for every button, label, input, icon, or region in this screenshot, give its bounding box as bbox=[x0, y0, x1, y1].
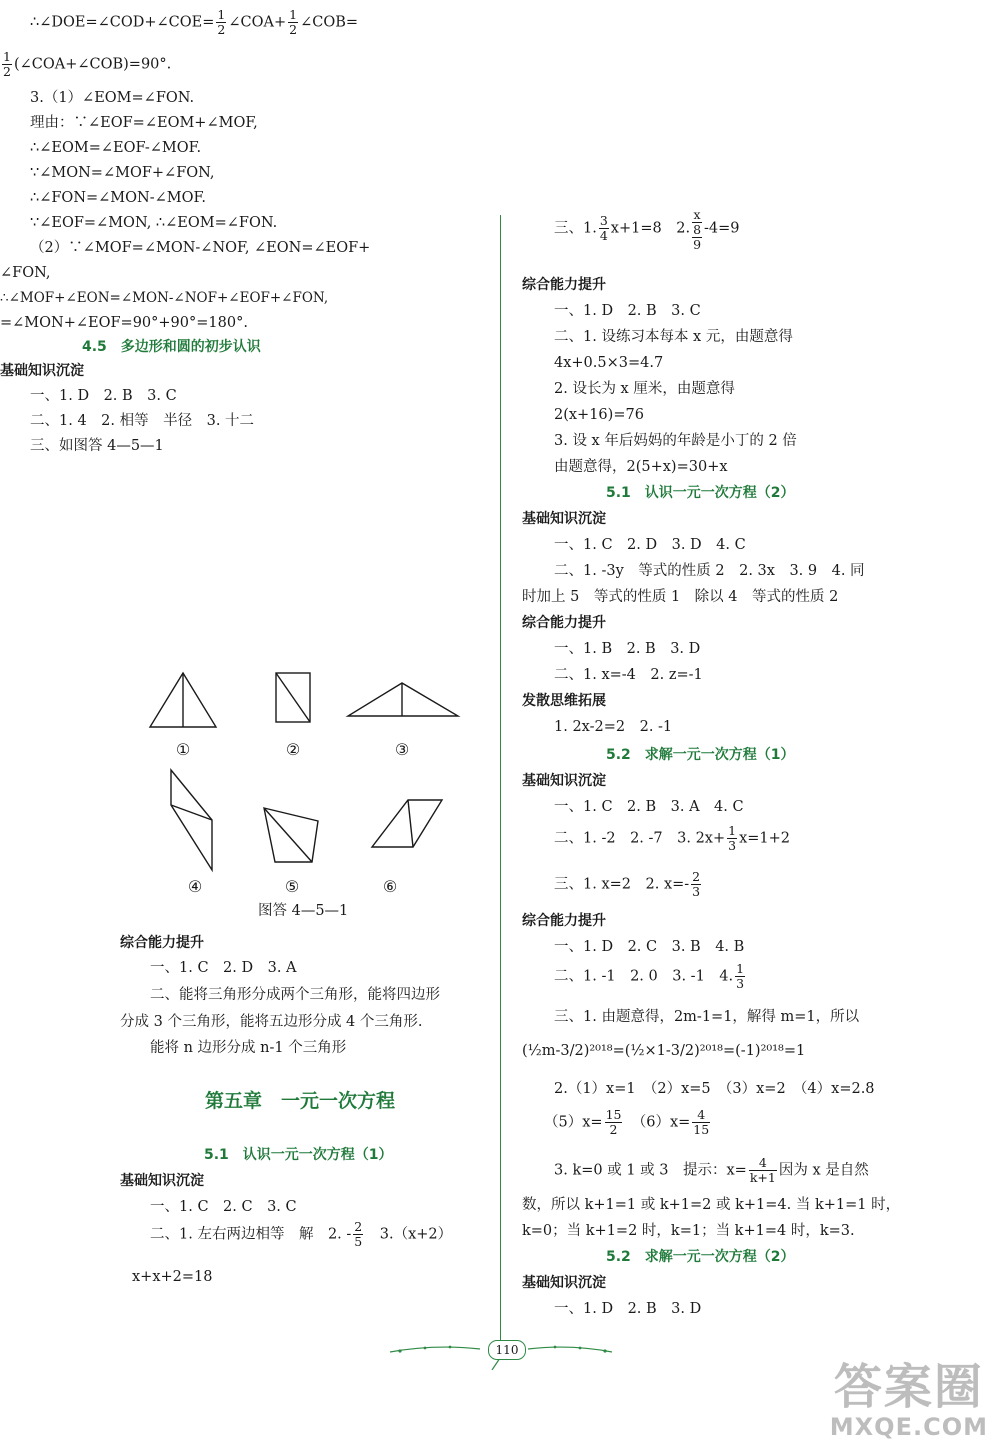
text-line: x+x+2=18 bbox=[132, 1269, 213, 1285]
denominator: 2 bbox=[3, 64, 11, 79]
text-line: 1. 2x-2=2 2. -1 bbox=[554, 719, 673, 735]
numerator: 1 bbox=[217, 7, 226, 22]
column-divider bbox=[500, 215, 501, 1345]
text-line: 由题意得，2(5+x)=30+x bbox=[554, 459, 728, 475]
text-line bbox=[544, 1108, 712, 1137]
numerator: 15 bbox=[605, 1107, 622, 1122]
figure-4-quadrilateral bbox=[171, 770, 212, 870]
text-segment: （5）x= bbox=[544, 1114, 603, 1131]
text-line: 能将 n 边形分成 n-1 个三角形 bbox=[150, 1040, 347, 1056]
figure-3-triangle bbox=[348, 683, 458, 716]
watermark-url: MXQE.COM bbox=[829, 1413, 988, 1441]
text-line: ∵∠EOF=∠MON, ∴∠EOM=∠FON. bbox=[30, 215, 278, 231]
denominator: 9 bbox=[693, 237, 702, 252]
numerator: x bbox=[693, 207, 701, 222]
denominator: 2 bbox=[609, 1122, 618, 1137]
text-line: k=0；当 k+1=2 时，k=1；当 k+1=4 时，k=3. bbox=[522, 1223, 855, 1239]
page-number: 110 bbox=[488, 1340, 526, 1360]
subsection-heading: 基础知识沉淀 bbox=[120, 1173, 204, 1189]
fraction bbox=[692, 1108, 710, 1137]
numerator: 1 bbox=[289, 7, 298, 22]
fraction bbox=[727, 824, 737, 853]
fraction bbox=[2, 50, 12, 79]
chapter-title: 第五章 一元一次方程 bbox=[205, 1090, 396, 1112]
text-segment: ∠COB= bbox=[300, 14, 359, 31]
text-segment: 三、1. x=2 2. x=- bbox=[554, 876, 690, 893]
section-heading: 5.2 求解一元一次方程（1） bbox=[606, 747, 795, 763]
text-line bbox=[554, 824, 790, 853]
text-line: 3.（1）∠EOM=∠FON. bbox=[30, 90, 195, 106]
text-line bbox=[554, 207, 740, 252]
text-line: 一、1. D 2. C 3. B 4. B bbox=[554, 939, 745, 955]
figure-label: ⑥ bbox=[382, 877, 398, 896]
text-line: 三、如图答 4—5—1 bbox=[30, 438, 164, 454]
numerator: 1 bbox=[728, 823, 737, 838]
subsection-heading: 发散思维拓展 bbox=[522, 693, 606, 709]
text-line: 一、1. C 2. C 3. C bbox=[150, 1199, 297, 1215]
text-line: ∴∠FON=∠MON-∠MOF. bbox=[30, 190, 206, 206]
text-line: （2）∵∠MOF=∠MON-∠NOF, ∠EON=∠EOF+ bbox=[30, 240, 371, 256]
figure-label: ③ bbox=[394, 740, 410, 759]
text-line bbox=[554, 962, 747, 991]
fraction bbox=[353, 1220, 363, 1249]
text-line: =∠MON+∠EOF=90°+90°=180°. bbox=[0, 315, 248, 331]
text-segment: 3.（x+2） bbox=[379, 1226, 453, 1243]
section-heading: 5.2 求解一元一次方程（2） bbox=[606, 1249, 795, 1265]
text-line: 三、1. 由题意得，2m-1=1，解得 m=1，所以 bbox=[554, 1009, 860, 1025]
text-line bbox=[554, 1156, 869, 1185]
text-line: 数，所以 k+1=1 或 k+1=2 或 k+1=4. 当 k+1=1 时， bbox=[522, 1197, 901, 1213]
figure-label: ② bbox=[285, 740, 301, 759]
text-segment: -4=9 bbox=[704, 220, 740, 237]
figure-1-triangle bbox=[150, 673, 216, 727]
figure-6-parallelogram bbox=[372, 800, 442, 847]
text-segment: ∠COA+ bbox=[228, 14, 287, 31]
denominator: 2 bbox=[217, 22, 226, 37]
text-line: 二、能将三角形分成两个三角形，能将四边形 bbox=[150, 987, 440, 1003]
fraction bbox=[691, 870, 701, 899]
subsection-heading: 基础知识沉淀 bbox=[0, 363, 84, 379]
text-line bbox=[30, 8, 358, 37]
figure-label: ① bbox=[175, 740, 191, 759]
text-line: ∵∠MON=∠MOF+∠FON, bbox=[30, 165, 215, 181]
denominator: 3 bbox=[692, 884, 701, 899]
text-segment: (∠COA+∠COB)=90°. bbox=[13, 56, 172, 73]
fraction bbox=[599, 214, 609, 243]
watermark-title: 答案圈 bbox=[833, 1359, 984, 1415]
text-line: 一、1. C 2. D 3. D 4. C bbox=[554, 537, 746, 553]
fraction bbox=[735, 962, 745, 991]
subsection-heading: 综合能力提升 bbox=[522, 615, 606, 631]
watermark-logo bbox=[830, 1361, 988, 1441]
text-segment: 二、1. 左右两边相等 解 2. - bbox=[150, 1226, 352, 1243]
denominator: k+1 bbox=[749, 1170, 776, 1185]
text-segment: （6）x= bbox=[638, 1114, 691, 1131]
figure-caption: 图答 4—5—1 bbox=[258, 903, 349, 919]
figure-polygons bbox=[140, 665, 480, 905]
text-line: 二、1. -3y 等式的性质 2 2. 3x 3. 9 4. 同 bbox=[554, 563, 865, 579]
text-line: (½m-3/2)²⁰¹⁸=(½×1-3/2)²⁰¹⁸=(-1)²⁰¹⁸=1 bbox=[522, 1043, 806, 1059]
text-segment: 3. k=0 或 1 或 3 提示：x= bbox=[554, 1162, 747, 1179]
text-line: 4x+0.5×3=4.7 bbox=[554, 355, 664, 371]
figure-label: ⑤ bbox=[284, 877, 300, 896]
text-line: 二、1. 设练习本每本 x 元，由题意得 bbox=[554, 329, 793, 345]
text-segment: ∴∠DOE=∠COD+∠COE= bbox=[30, 14, 215, 31]
denominator: 4 bbox=[599, 228, 608, 243]
fraction bbox=[288, 8, 298, 37]
text-line: 2.（1）x=1 （2）x=5 （3）x=2 （4）x=2.8 bbox=[554, 1081, 875, 1097]
subsection-heading: 综合能力提升 bbox=[522, 277, 606, 293]
text-segment: 二、1. -2 2. -7 3. 2x+ bbox=[554, 830, 726, 847]
text-line: 2(x+16)=76 bbox=[554, 407, 644, 423]
denominator: 2 bbox=[289, 22, 298, 37]
text-line: 二、1. x=-4 2. z=-1 bbox=[554, 667, 703, 683]
text-line: 2. 设长为 x 厘米，由题意得 bbox=[554, 381, 735, 397]
text-line: 一、1. C 2. B 3. A 4. C bbox=[554, 799, 744, 815]
denominator: 5 bbox=[354, 1234, 363, 1249]
numerator: 4 bbox=[692, 1108, 710, 1123]
subsection-heading: 基础知识沉淀 bbox=[522, 773, 606, 789]
section-heading: 5.1 认识一元一次方程（1） bbox=[204, 1147, 393, 1163]
denominator: 3 bbox=[736, 976, 745, 991]
nested-fraction bbox=[692, 208, 702, 252]
denominator: 3 bbox=[728, 838, 737, 853]
text-line: 3. 设 x 年后妈妈的年龄是小丁的 2 倍 bbox=[554, 433, 797, 449]
numerator: 2 bbox=[692, 869, 701, 884]
figure-2-rectangle bbox=[276, 673, 310, 722]
subsection-heading: 综合能力提升 bbox=[522, 913, 606, 929]
text-segment: x+1=8 2. bbox=[610, 220, 691, 237]
text-line: ∴∠MOF+∠EON=∠MON-∠NOF+∠EOF+∠FON, bbox=[0, 290, 329, 306]
figure-5-quadrilateral bbox=[264, 808, 318, 862]
numerator: 1 bbox=[3, 49, 11, 64]
subsection-heading: 基础知识沉淀 bbox=[522, 511, 606, 527]
numerator: 2 bbox=[354, 1219, 363, 1234]
text-line: 一、1. C 2. D 3. A bbox=[150, 960, 297, 976]
text-line bbox=[554, 870, 703, 899]
denominator: 8 bbox=[693, 222, 702, 237]
subsection-heading: 综合能力提升 bbox=[120, 935, 204, 951]
text-segment: 因为 x 是自然 bbox=[778, 1162, 869, 1179]
text-segment: x=1+2 bbox=[739, 830, 791, 847]
subsection-heading: 基础知识沉淀 bbox=[522, 1275, 606, 1291]
text-line: 理由：∵∠EOF=∠EOM+∠MOF, bbox=[30, 115, 258, 131]
text-line: 一、1. D 2. B 3. D bbox=[554, 1301, 702, 1317]
numerator: 4 bbox=[749, 1156, 777, 1171]
text-line: 一、1. B 2. B 3. D bbox=[554, 641, 701, 657]
denominator: 15 bbox=[693, 1122, 710, 1137]
text-line: ∠FON, bbox=[0, 265, 51, 281]
text-line bbox=[150, 1220, 452, 1249]
section-heading: 4.5 多边形和圆的初步认识 bbox=[82, 339, 261, 355]
figure-label: ④ bbox=[187, 877, 203, 896]
text-segment: 三、1. bbox=[554, 220, 597, 237]
fraction bbox=[216, 8, 226, 37]
section-heading: 5.1 认识一元一次方程（2） bbox=[606, 485, 795, 501]
numerator: 3 bbox=[599, 213, 608, 228]
text-line: 一、1. D 2. B 3. C bbox=[30, 388, 177, 404]
fraction bbox=[605, 1108, 623, 1137]
text-line: 二、1. 4 2. 相等 半径 3. 十二 bbox=[30, 413, 255, 429]
text-line: 时加上 5 等式的性质 1 除以 4 等式的性质 2 bbox=[522, 589, 839, 605]
text-segment: 二、1. -1 2. 0 3. -1 4. bbox=[554, 968, 734, 985]
fraction bbox=[749, 1156, 777, 1185]
numerator: 1 bbox=[736, 961, 745, 976]
text-line: 一、1. D 2. B 3. C bbox=[554, 303, 701, 319]
text-line: ∴∠EOM=∠EOF-∠MOF. bbox=[30, 140, 202, 156]
text-line bbox=[0, 50, 171, 79]
text-line: 分成 3 个三角形，能将五边形分成 4 个三角形. bbox=[120, 1014, 423, 1030]
